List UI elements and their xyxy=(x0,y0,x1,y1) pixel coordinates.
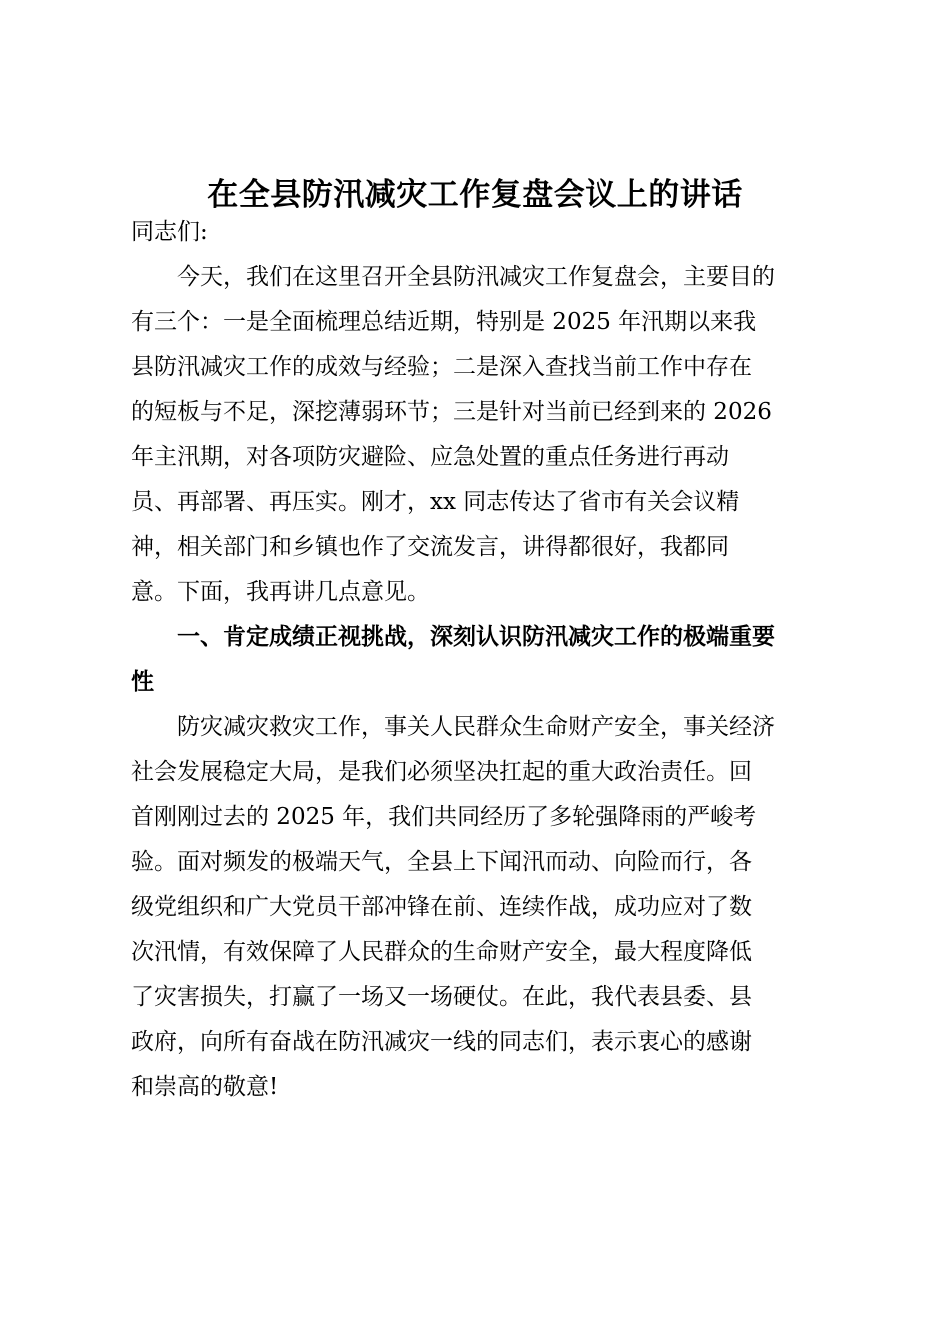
text-line: 意。下面，我再讲几点意见。 xyxy=(131,579,430,605)
text-line: 级党组织和广大党员干部冲锋在前、连续作战，成功应对了数 xyxy=(131,894,752,920)
heading-line: 一、肯定成绩正视挑战，深刻认识防汛减灾工作的极端重要 xyxy=(177,624,775,650)
salutation: 同志们: xyxy=(131,219,208,245)
text-line: 和崇高的敬意! xyxy=(131,1074,279,1100)
text-line: 首刚刚过去的 2025 年，我们共同经历了多轮强降雨的严峻考 xyxy=(131,804,757,830)
text-line: 员、再部署、再压实。刚才，xx 同志传达了省市有关会议精 xyxy=(131,489,740,515)
text-line: 次汛情，有效保障了人民群众的生命财产安全，最大程度降低 xyxy=(131,939,752,965)
document-title: 在全县防汛减灾工作复盘会议上的讲话 xyxy=(207,177,743,213)
paragraph-1 xyxy=(131,255,831,615)
text-line: 验。面对频发的极端天气，全县上下闻汛而动、向险而行，各 xyxy=(131,849,752,875)
text-line: 今天，我们在这里召开全县防汛减灾工作复盘会，主要目的 xyxy=(177,264,775,290)
text-line: 社会发展稳定大局，是我们必须坚决扛起的重大政治责任。回 xyxy=(131,759,752,785)
heading-line: 性 xyxy=(131,669,154,695)
section-heading-1 xyxy=(131,615,831,705)
text-line: 了灾害损失，打赢了一场又一场硬仗。在此，我代表县委、县 xyxy=(131,984,752,1010)
text-line: 政府，向所有奋战在防汛减灾一线的同志们，表示衷心的感谢 xyxy=(131,1029,752,1055)
text-line: 县防汛减灾工作的成效与经验；二是深入查找当前工作中存在 xyxy=(131,354,752,380)
document-body xyxy=(131,210,831,1110)
text-line: 防灾减灾救灾工作，事关人民群众生命财产安全，事关经济 xyxy=(177,714,775,740)
text-line: 的短板与不足，深挖薄弱环节；三是针对当前已经到来的 2026 xyxy=(131,399,772,425)
paragraph-2 xyxy=(131,705,831,1110)
text-line: 有三个：一是全面梳理总结近期，特别是 2025 年汛期以来我 xyxy=(131,309,757,335)
text-line: 神，相关部门和乡镇也作了交流发言，讲得都很好，我都同 xyxy=(131,534,729,560)
text-line: 年主汛期，对各项防灾避险、应急处置的重点任务进行再动 xyxy=(131,444,729,470)
